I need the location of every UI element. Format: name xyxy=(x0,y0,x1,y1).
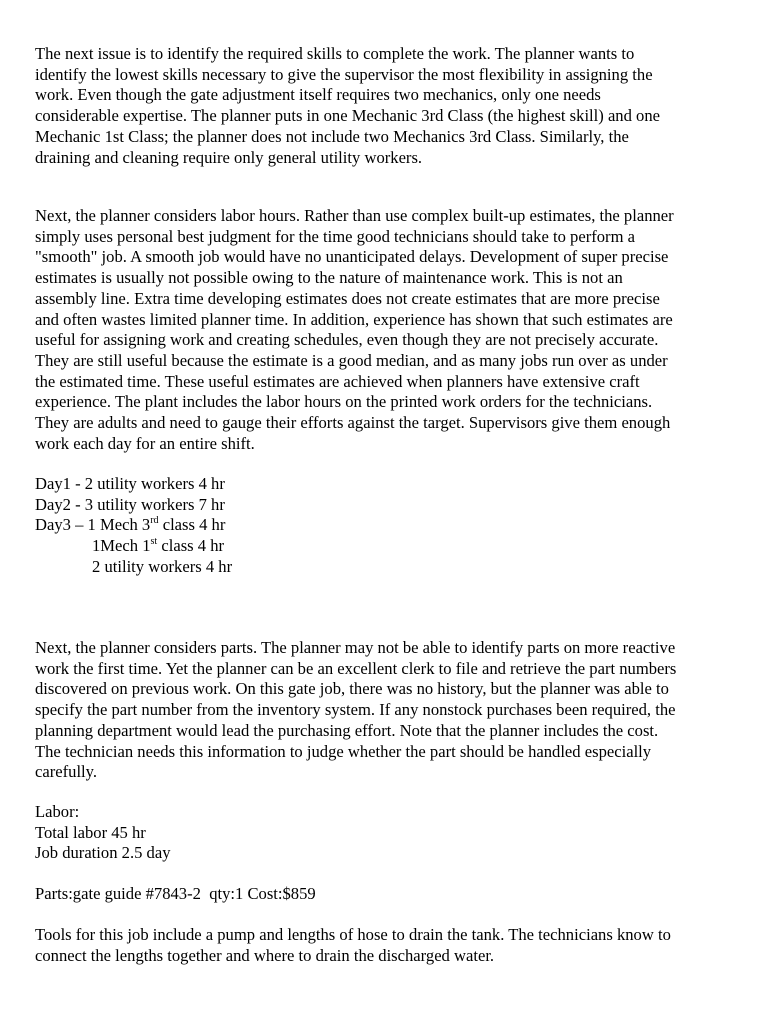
text-line: connect the lengths together and where to drain the discharged water. xyxy=(35,945,495,965)
text-line: work. Even though the gate adjustment itself requires two mechanics, only one needs xyxy=(35,85,601,105)
text-line: specify the part number from the inventory system. If any nonstock purchases been required, the xyxy=(35,700,676,720)
text-line: Next, the planner considers labor hours. Rather than use complex built-up estimates, the planner xyxy=(35,206,674,225)
schedule-day3-prefix: Day3 – 1 Mech 3 xyxy=(35,515,151,535)
text-line: simply uses personal best judgment for the time good technicians should take to perform a xyxy=(35,226,636,246)
text-line: and often wastes limited planner time. In addition, experience has shown that such estimates are xyxy=(35,309,673,329)
text-line: useful for assigning work and creating schedules, even though they are not precisely accurate. xyxy=(35,330,659,350)
paragraph-parts xyxy=(35,638,676,783)
job-duration: Job duration 2.5 day xyxy=(35,843,171,863)
text-line: work the first time. Yet the planner can be an excellent clerk to file and retrieve the part numbers xyxy=(35,658,677,678)
schedule-day3 xyxy=(35,515,232,536)
schedule-day3-ordinal: rd xyxy=(150,514,159,526)
text-line: estimates is usually not possible owing to the nature of maintenance work. This is not an xyxy=(35,268,623,288)
paragraph-labor-hours xyxy=(35,206,674,454)
text-line: They are adults and need to gauge their efforts against the target. Supervisors give them enough xyxy=(35,413,671,433)
labor-heading: Labor: xyxy=(35,802,80,821)
text-line: considerable expertise. The planner puts in one Mechanic 3rd Class (the highest skill) and one xyxy=(35,106,661,126)
parts-line: Parts:gate guide #7843-2 qty:1 Cost:$859 xyxy=(35,884,316,903)
text-line: draining and cleaning require only general utility workers. xyxy=(35,147,423,167)
text-line: experience. The plant includes the labor hours on the printed work orders for the technicians. xyxy=(35,392,653,412)
text-line: They are still useful because the estimate is a good median, and as many jobs run over as under xyxy=(35,350,668,370)
schedule-day3-mech1-suffix: class 4 hr xyxy=(157,536,225,556)
labor-summary xyxy=(35,802,171,864)
parts-summary xyxy=(35,884,316,905)
text-line: Mechanic 1st Class; the planner does not include two Mechanics 3rd Class. Similarly, the xyxy=(35,126,629,146)
schedule-day3-mech1-prefix: 1Mech 1 xyxy=(92,536,151,556)
paragraph-tools xyxy=(35,925,671,966)
labor-total: Total labor 45 hr xyxy=(35,822,146,842)
text-line: carefully. xyxy=(35,762,98,782)
text-line: The technician needs this information to judge whether the part should be handled especially xyxy=(35,741,652,761)
text-line: work each day for an entire shift. xyxy=(35,433,255,453)
text-line: The next issue is to identify the required skills to complete the work. The planner wants to xyxy=(35,44,635,63)
text-line: Next, the planner considers parts. The planner may not be able to identify parts on more reactive xyxy=(35,638,676,657)
text-line: discovered on previous work. On this gate job, there was no history, but the planner was able to xyxy=(35,679,669,699)
schedule-day3-mech1 xyxy=(35,536,232,557)
text-line: identify the lowest skills necessary to give the supervisor the most flexibility in assigning the xyxy=(35,64,653,84)
schedule-day2: Day2 - 3 utility workers 7 hr xyxy=(35,494,225,514)
text-line: "smooth" job. A smooth job would have no unanticipated delays. Development of super precise xyxy=(35,247,669,267)
text-line: the estimated time. These useful estimates are achieved when planners have extensive craft xyxy=(35,371,640,391)
paragraph-skills xyxy=(35,44,660,168)
schedule-day3-suffix: class 4 hr xyxy=(158,515,226,535)
text-line: Tools for this job include a pump and lengths of hose to drain the tank. The technicians know to xyxy=(35,925,671,944)
schedule-day3-utility: 2 utility workers 4 hr xyxy=(92,556,233,576)
schedule-day3-mech1-ordinal: st xyxy=(150,535,158,547)
text-line: planning department would lead the purchasing effort. Note that the planner includes the cost. xyxy=(35,720,659,740)
text-line: assembly line. Extra time developing estimates does not create estimates that are more precise xyxy=(35,288,660,308)
labor-schedule xyxy=(35,474,232,578)
schedule-day1: Day1 - 2 utility workers 4 hr xyxy=(35,474,225,493)
